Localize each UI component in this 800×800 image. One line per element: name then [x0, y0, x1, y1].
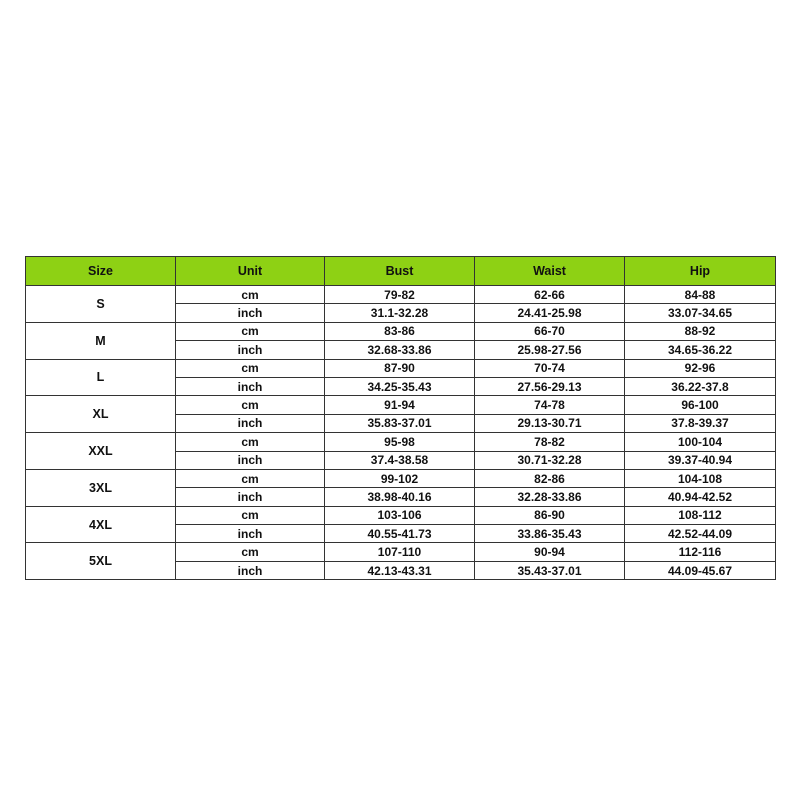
table-row	[26, 433, 776, 451]
unit-cell: cm	[176, 359, 325, 377]
waist-cell: 86-90	[475, 506, 625, 524]
unit-cell: cm	[176, 396, 325, 414]
hip-cell: 104-108	[625, 469, 776, 487]
hip-cell: 34.65-36.22	[625, 341, 776, 359]
hip-cell: 108-112	[625, 506, 776, 524]
unit-cell: cm	[176, 433, 325, 451]
hip-cell: 92-96	[625, 359, 776, 377]
bust-cell: 87-90	[325, 359, 475, 377]
unit-cell: inch	[176, 414, 325, 432]
unit-cell: inch	[176, 377, 325, 395]
size-cell: XXL	[26, 433, 176, 470]
size-cell: M	[26, 322, 176, 359]
unit-cell: cm	[176, 506, 325, 524]
hip-cell: 37.8-39.37	[625, 414, 776, 432]
bust-cell: 38.98-40.16	[325, 488, 475, 506]
waist-cell: 24.41-25.98	[475, 304, 625, 322]
waist-cell: 82-86	[475, 469, 625, 487]
hip-cell: 39.37-40.94	[625, 451, 776, 469]
unit-cell: cm	[176, 469, 325, 487]
table-row	[26, 506, 776, 524]
hip-cell: 100-104	[625, 433, 776, 451]
waist-cell: 30.71-32.28	[475, 451, 625, 469]
unit-cell: cm	[176, 322, 325, 340]
bust-cell: 40.55-41.73	[325, 525, 475, 543]
hip-cell: 84-88	[625, 286, 776, 304]
header-hip: Hip	[625, 257, 776, 286]
bust-cell: 107-110	[325, 543, 475, 561]
waist-cell: 78-82	[475, 433, 625, 451]
unit-cell: cm	[176, 543, 325, 561]
unit-cell: inch	[176, 451, 325, 469]
table-row	[26, 359, 776, 377]
size-cell: 5XL	[26, 543, 176, 580]
size-cell: L	[26, 359, 176, 396]
table-row	[26, 543, 776, 561]
waist-cell: 35.43-37.01	[475, 561, 625, 579]
hip-cell: 42.52-44.09	[625, 525, 776, 543]
size-cell: 3XL	[26, 469, 176, 506]
hip-cell: 36.22-37.8	[625, 377, 776, 395]
table-row	[26, 286, 776, 304]
bust-cell: 42.13-43.31	[325, 561, 475, 579]
unit-cell: cm	[176, 286, 325, 304]
unit-cell: inch	[176, 304, 325, 322]
unit-cell: inch	[176, 341, 325, 359]
unit-cell: inch	[176, 488, 325, 506]
waist-cell: 66-70	[475, 322, 625, 340]
bust-cell: 83-86	[325, 322, 475, 340]
bust-cell: 35.83-37.01	[325, 414, 475, 432]
size-cell: 4XL	[26, 506, 176, 543]
header-size: Size	[26, 257, 176, 286]
size-chart-table	[25, 256, 776, 580]
hip-cell: 33.07-34.65	[625, 304, 776, 322]
hip-cell: 44.09-45.67	[625, 561, 776, 579]
waist-cell: 25.98-27.56	[475, 341, 625, 359]
table-row	[26, 322, 776, 340]
bust-cell: 103-106	[325, 506, 475, 524]
unit-cell: inch	[176, 561, 325, 579]
bust-cell: 37.4-38.58	[325, 451, 475, 469]
hip-cell: 88-92	[625, 322, 776, 340]
table-header	[26, 257, 776, 286]
table-row	[26, 469, 776, 487]
waist-cell: 62-66	[475, 286, 625, 304]
header-waist: Waist	[475, 257, 625, 286]
size-cell: S	[26, 286, 176, 323]
hip-cell: 96-100	[625, 396, 776, 414]
bust-cell: 79-82	[325, 286, 475, 304]
waist-cell: 90-94	[475, 543, 625, 561]
header-unit: Unit	[176, 257, 325, 286]
table-row	[26, 396, 776, 414]
unit-cell: inch	[176, 525, 325, 543]
bust-cell: 99-102	[325, 469, 475, 487]
hip-cell: 40.94-42.52	[625, 488, 776, 506]
bust-cell: 95-98	[325, 433, 475, 451]
header-bust: Bust	[325, 257, 475, 286]
waist-cell: 27.56-29.13	[475, 377, 625, 395]
waist-cell: 70-74	[475, 359, 625, 377]
header-row	[26, 257, 776, 286]
bust-cell: 32.68-33.86	[325, 341, 475, 359]
size-cell: XL	[26, 396, 176, 433]
waist-cell: 33.86-35.43	[475, 525, 625, 543]
waist-cell: 29.13-30.71	[475, 414, 625, 432]
table-body	[26, 286, 776, 580]
bust-cell: 91-94	[325, 396, 475, 414]
bust-cell: 34.25-35.43	[325, 377, 475, 395]
waist-cell: 32.28-33.86	[475, 488, 625, 506]
waist-cell: 74-78	[475, 396, 625, 414]
hip-cell: 112-116	[625, 543, 776, 561]
bust-cell: 31.1-32.28	[325, 304, 475, 322]
